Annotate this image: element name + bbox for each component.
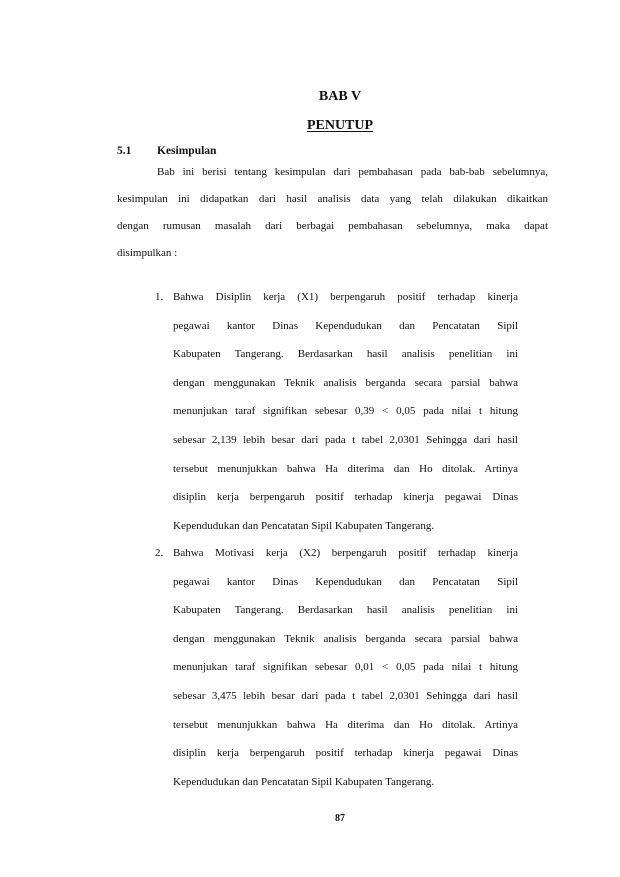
- section-heading: [117, 145, 216, 157]
- conclusion-item-2: [155, 539, 518, 796]
- list-line: tersebut menunjukkan bahwa Ha diterima dan Ho ditolak. Artinya: [173, 462, 518, 475]
- list-line: sebesar 2,139 lebih besar dari pada t tabel 2,0301 Sehingga dari hasil: [173, 433, 518, 446]
- chapter-number: BAB V: [318, 89, 362, 104]
- list-line: dengan menggunakan Teknik analisis berganda secara parsial bahwa: [173, 376, 518, 389]
- list-item-body: [173, 283, 518, 540]
- list-line: sebesar 3,475 lebih besar dari pada t tabel 2,0301 Sehingga dari hasil: [173, 689, 518, 702]
- list-line: pegawai kantor Dinas Kependudukan dan Pencatatan Sipil: [173, 575, 518, 588]
- paragraph-line: kesimpulan ini didapatkan dari hasil analisis data yang telah dilakukan dikaitkan: [117, 193, 548, 205]
- list-item-body: [173, 539, 518, 796]
- conclusion-item-1: [155, 283, 518, 540]
- list-line: Kabupaten Tangerang. Berdasarkan hasil analisis penelitian ini: [173, 348, 518, 361]
- list-line: Kabupaten Tangerang. Berdasarkan hasil analisis penelitian ini: [173, 604, 518, 617]
- list-line: menunjukan taraf signifikan sebesar 0,39 < 0,05 pada nilai t hitung: [173, 405, 518, 418]
- list-line: pegawai kantor Dinas Kependudukan dan Pencatatan Sipil: [173, 319, 518, 332]
- list-line: Bahwa Disiplin kerja (X1) berpengaruh positif terhadap kinerja: [173, 291, 518, 303]
- page-number: 87: [335, 813, 345, 824]
- list-line: tersebut menunjukkan bahwa Ha diterima dan Ho ditolak. Artinya: [173, 718, 518, 731]
- section-number: 5.1: [117, 145, 132, 157]
- list-marker: 2.: [155, 547, 164, 559]
- intro-paragraph: [117, 159, 548, 267]
- list-line: menunjukan taraf signifikan sebesar 0,01 < 0,05 pada nilai t hitung: [173, 661, 518, 674]
- paragraph-line: Bab ini berisi tentang kesimpulan dari pembahasan pada bab-bab sebelumnya,: [157, 166, 548, 178]
- paragraph-line: dengan rumusan masalah dari berbagai pembahasan sebelumnya, maka dapat: [117, 220, 548, 232]
- list-marker: 1.: [155, 291, 164, 303]
- list-line: Kependudukan dan Pencatatan Sipil Kabupaten Tangerang.: [173, 775, 435, 788]
- list-line: dengan menggunakan Teknik analisis berganda secara parsial bahwa: [173, 632, 518, 645]
- list-line: Kependudukan dan Pencatatan Sipil Kabupaten Tangerang.: [173, 519, 435, 532]
- section-title: Kesimpulan: [157, 145, 217, 157]
- chapter-title: PENUTUP: [306, 118, 374, 133]
- list-line: Bahwa Motivasi kerja (X2) berpengaruh positif terhadap kinerja: [173, 547, 518, 559]
- list-line: disiplin kerja berpengaruh positif terhadap kinerja pegawai Dinas: [173, 747, 518, 760]
- paragraph-line: disimpulkan :: [117, 247, 178, 259]
- list-line: disiplin kerja berpengaruh positif terhadap kinerja pegawai Dinas: [173, 491, 518, 504]
